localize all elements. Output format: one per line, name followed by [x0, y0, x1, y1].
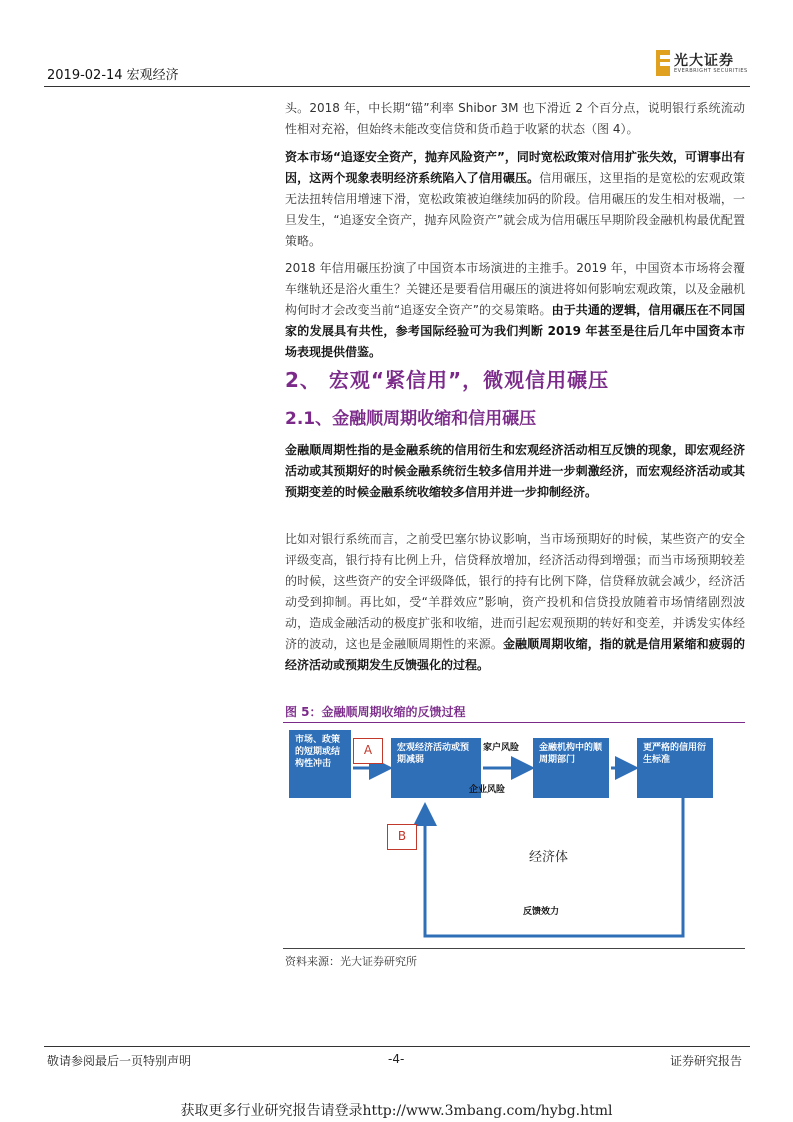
logo-text-en: EVERBRIGHT SECURITIES — [674, 68, 748, 74]
paragraph-5: 比如对银行系统而言，之前受巴塞尔协议影响，当市场预期好的时候，某些资产的安全评级变高，银行持有比例上升，信贷释放增加，经济活动得到增强；而当市场预期较差的时候，这些资产的安全评级降低，银行的持有比例下降，信贷释放就会减少，经济活动受到抑制。再比如，受“羊群效应”影响，资产投机和信贷投放随着市场情绪剧烈波动，造成金融活动的极度扩张和收缩，进而引起宏观预期的转好和变差，并诱发实体经济的波动，这也是金融顺周期性的来源。金融顺周期收缩，指的就是信用紧缩和疲弱的经济活动或预期发生反馈强化的过程。 — [285, 532, 745, 672]
label-household-risk: 家户风险 — [483, 743, 520, 753]
logo-text-cn: 光大证券 — [674, 53, 734, 69]
footer-report-type: 证券研究报告 — [670, 1054, 743, 1068]
label-feedback-effect: 反馈效力 — [523, 907, 560, 917]
header-divider — [44, 86, 750, 87]
figure-source: 资料来源：光大证券研究所 — [285, 955, 417, 968]
footer-disclaimer: 敬请参阅最后一页特别声明 — [47, 1054, 192, 1068]
label-economy: 经济体 — [529, 850, 569, 865]
label-corporate-risk: 企业风险 — [469, 785, 506, 795]
paragraph-3: 2018 年信用碾压扮演了中国资本市场演进的主推手。2019 年，中国资本市场将会覆车继轨还是浴火重生？关键还是要看信用碾压的演进将如何影响宏观政策，以及金融机构何时才会改变当前“追逐安全资产”的交易策略。由于共通的逻辑，信用碾压在不同国家的发展具有共性，参考国际经验可为我们判断 2019 年甚至是往后几年中国资本市场表现提供借鉴。 — [285, 261, 745, 359]
box-stricter-credit-standards: 更严格的信用衍生标准 — [637, 738, 713, 798]
figure-bottom-rule — [283, 948, 745, 949]
figure-top-rule — [283, 722, 745, 723]
feedback-diagram — [283, 726, 745, 946]
header-date-section: 2019-02-14 宏观经济 — [47, 68, 179, 83]
box-procyclical-institutions: 金融机构中的顺周期部门 — [533, 738, 609, 798]
brand-logo — [656, 50, 748, 80]
subsection-heading: 2.1、金融顺周期收缩和信用碾压 — [285, 409, 537, 429]
footer-divider — [44, 1046, 750, 1047]
section-heading: 2、 宏观“紧信用”，微观信用碾压 — [285, 368, 610, 392]
paragraph-4: 金融顺周期性指的是金融系统的信用衍生和宏观经济活动相互反馈的现象，即宏观经济活动或其预期好的时候金融系统衍生较多信用并进一步刺激经济，而宏观经济活动或其预期变差的时候金融系统收缩较多信用并进一步抑制经济。 — [285, 443, 745, 499]
box-macro-weakening: 宏观经济活动或预期减弱 — [391, 738, 481, 798]
download-note-link[interactable]: 获取更多行业研究报告请登录http://www.3mbang.com/hybg.html — [180, 1103, 613, 1119]
tag-b: B — [387, 824, 417, 850]
paragraph-1: 头。2018 年，中长期“锚”利率 Shibor 3M 也下滑近 2 个百分点，说明银行系统流动性相对充裕，但始终未能改变信贷和货币趋于收紧的状态（图 4）。 — [285, 101, 745, 136]
tag-a: A — [353, 738, 383, 764]
figure-caption: 图 5：金融顺周期收缩的反馈过程 — [285, 705, 466, 719]
page-number: -4- — [388, 1052, 405, 1066]
logo-mark-icon — [656, 50, 670, 76]
box-shock: 市场、政策的短期或结构性冲击 — [289, 730, 351, 798]
paragraph-2: 资本市场“追逐安全资产，抛弃风险资产”，同时宽松政策对信用扩张失效，可谓事出有因，这两个现象表明经济系统陷入了信用碾压。信用碾压，这里指的是宽松的宏观政策无法扭转信用增速下滑，宽松政策被迫继续加码的阶段。信用碾压的发生相对极端，一旦发生，“追逐安全资产，抛弃风险资产”就会成为信用碾压早期阶段金融机构最优配置策略。 — [285, 150, 745, 248]
